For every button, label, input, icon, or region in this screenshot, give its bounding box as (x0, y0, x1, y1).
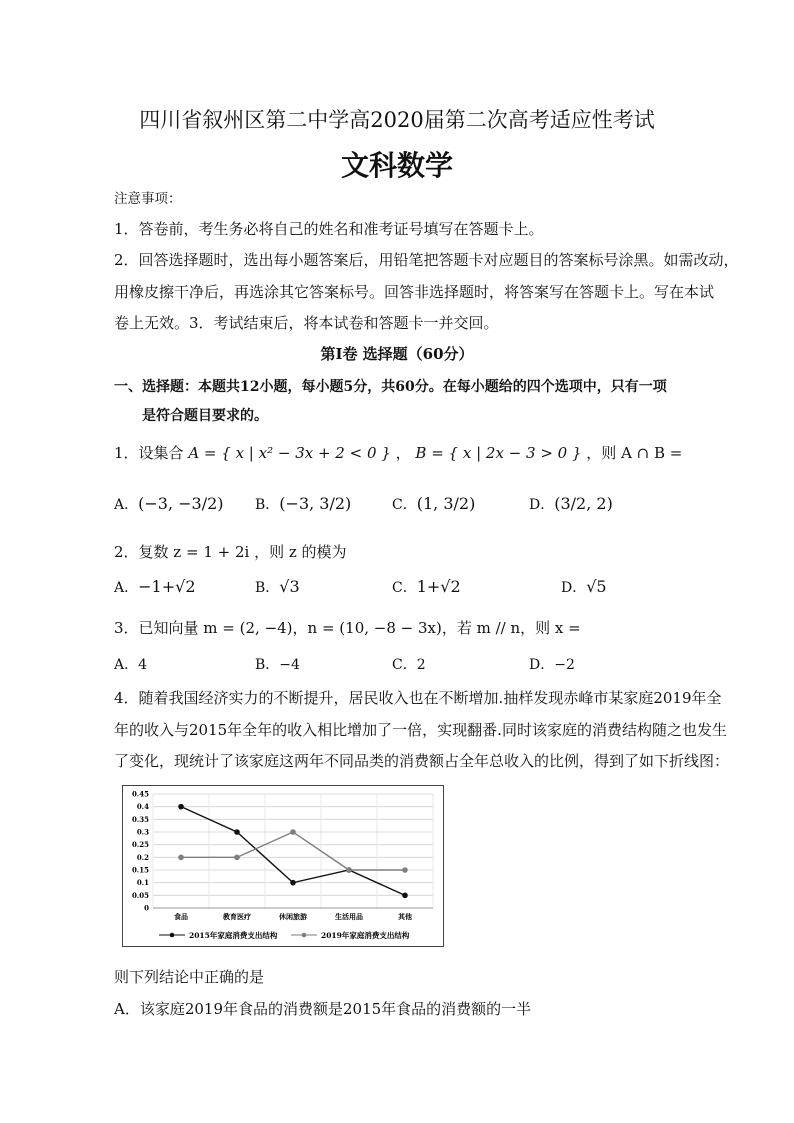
option-value: 2 (416, 657, 426, 673)
option-label: D． (529, 497, 555, 513)
q3-option-a (114, 654, 147, 674)
y-tick-label: 0.35 (131, 814, 149, 824)
q1-separator: ， (395, 444, 411, 462)
data-point (178, 804, 184, 810)
exam-title: 四川省叙州区第二中学高2020届第二次高考适应性考试 (139, 108, 655, 132)
q2-option-c (392, 577, 461, 597)
data-point (178, 855, 184, 861)
q1-stem-prefix: 1．设集合 (114, 444, 184, 462)
q4-option-a: A．该家庭2019年食品的消费额是2015年食品的消费额的一半 (114, 1000, 532, 1018)
y-tick-label: 0 (144, 903, 149, 913)
option-label: A． (114, 580, 139, 596)
x-tick-label: 教育医疗 (223, 912, 251, 921)
q2-stem: 2．复数 z = 1 + 2i ，则 z 的模为 (114, 543, 347, 561)
section-instruction-line-2: 是符合题目要求的。 (142, 408, 268, 424)
option-label: A． (114, 657, 139, 673)
option-label: A． (114, 497, 139, 513)
option-label: B． (255, 657, 280, 673)
section-instruction-line-1: 一、选择题：本题共12小题，每小题5分，共60分。在每小题给的四个选项中，只有一项 (114, 379, 667, 395)
q4-line-1: 4．随着我国经济实力的不断提升，居民收入也在不断增加.抽样发现赤峰市某家庭2019年全 (114, 689, 722, 707)
q3-option-b (255, 654, 300, 674)
option-value: (3/2, 2) (554, 494, 613, 513)
q3-stem: 3．已知向量 m = (2, −4)，n = (10, −8 − 3x)，若 m // n，则 x = (114, 619, 581, 637)
data-point (234, 855, 240, 861)
legend-label-2015: 2015年家庭消费支出结构 (189, 931, 278, 940)
option-value: √5 (586, 577, 607, 596)
q1-stem (114, 442, 682, 463)
data-point (290, 880, 296, 886)
series-line-2019 (181, 832, 405, 870)
q1-option-a (114, 494, 224, 514)
notes-heading: 注意事项： (114, 191, 182, 207)
option-label: B． (255, 580, 280, 596)
legend-marker-2019 (302, 933, 307, 938)
q2-option-d (561, 577, 607, 597)
option-value: √3 (279, 577, 300, 596)
data-point (346, 867, 352, 873)
q1-option-c (392, 494, 475, 514)
x-tick-label: 食品 (174, 912, 188, 921)
data-point (402, 893, 408, 899)
chart-frame (122, 785, 444, 947)
q3-option-c (392, 654, 426, 674)
note-item-2-line-3: 卷上无效。3．考试结束后，将本试卷和答题卡一并交回。 (114, 314, 499, 332)
x-tick-label: 生活用品 (335, 912, 363, 921)
q1-set-b: B = { x | 2x − 3 > 0 } (415, 444, 582, 462)
option-label: C． (392, 497, 417, 513)
q4-prompt: 则下列结论中正确的是 (114, 968, 265, 986)
subject-title: 文科数学 (340, 149, 453, 182)
q4-line-2: 年的收入与2015年全年的收入相比增加了一倍，实现翻番.同时该家庭的消费结构随之也发生 (114, 721, 727, 739)
option-label: B． (255, 497, 280, 513)
line-chart (123, 786, 443, 946)
y-tick-label: 0.15 (131, 865, 149, 875)
option-value: 1+√2 (416, 577, 461, 596)
y-tick-label: 0.3 (136, 827, 149, 837)
option-label: D． (529, 657, 555, 673)
option-value: −1+√2 (138, 577, 196, 596)
option-value: (1, 3/2) (416, 494, 476, 513)
q4-line-3: 了变化，现统计了该家庭这两年不同品类的消费额占全年总收入的比例，得到了如下折线图： (114, 752, 730, 770)
q1-set-a: A = { x | x² − 3x + 2 < 0 } (188, 444, 391, 462)
x-tick-label: 休闲旅游 (279, 912, 307, 921)
option-value: 4 (138, 657, 148, 673)
q2-option-a (114, 577, 196, 597)
y-tick-label: 0.25 (131, 840, 149, 850)
data-point (290, 829, 296, 835)
y-tick-label: 0.45 (131, 789, 149, 799)
note-item-2-line-1: 2．回答选择题时，选出每小题答案后，用铅笔把答题卡对应题目的答案标号涂黑。如需改动， (114, 251, 739, 269)
x-tick-label: 其他 (398, 912, 412, 921)
q1-option-b (255, 494, 351, 514)
option-value: (−3, −3/2) (138, 494, 224, 513)
note-item-2-line-2: 用橡皮擦干净后，再选涂其它答案标号。回答非选择题时，将答案写在答题卡上。写在本试 (114, 283, 715, 301)
legend-marker-2015 (170, 933, 175, 938)
option-label: C． (392, 657, 417, 673)
option-value: −4 (279, 657, 300, 673)
q2-option-b (255, 577, 300, 597)
option-value: −2 (554, 657, 575, 673)
q3-option-d (529, 654, 575, 674)
data-point (402, 867, 408, 873)
option-label: C． (392, 580, 417, 596)
option-value: (−3, 3/2) (279, 494, 352, 513)
section-title: 第Ⅰ卷 选择题（60分） (320, 345, 474, 363)
data-point (234, 829, 240, 835)
y-tick-label: 0.4 (136, 802, 149, 812)
y-tick-label: 0.05 (131, 890, 149, 900)
y-tick-label: 0.1 (136, 878, 149, 888)
q1-stem-suffix: ，则 A ∩ B = (586, 444, 683, 462)
y-tick-label: 0.2 (136, 852, 149, 862)
legend-label-2019: 2019年家庭消费支出结构 (321, 931, 410, 940)
q1-option-d (529, 494, 613, 514)
option-label: D． (561, 580, 587, 596)
note-item-1: 1．答卷前，考生务必将自己的姓名和准考证号填写在答题卡上。 (114, 220, 544, 238)
